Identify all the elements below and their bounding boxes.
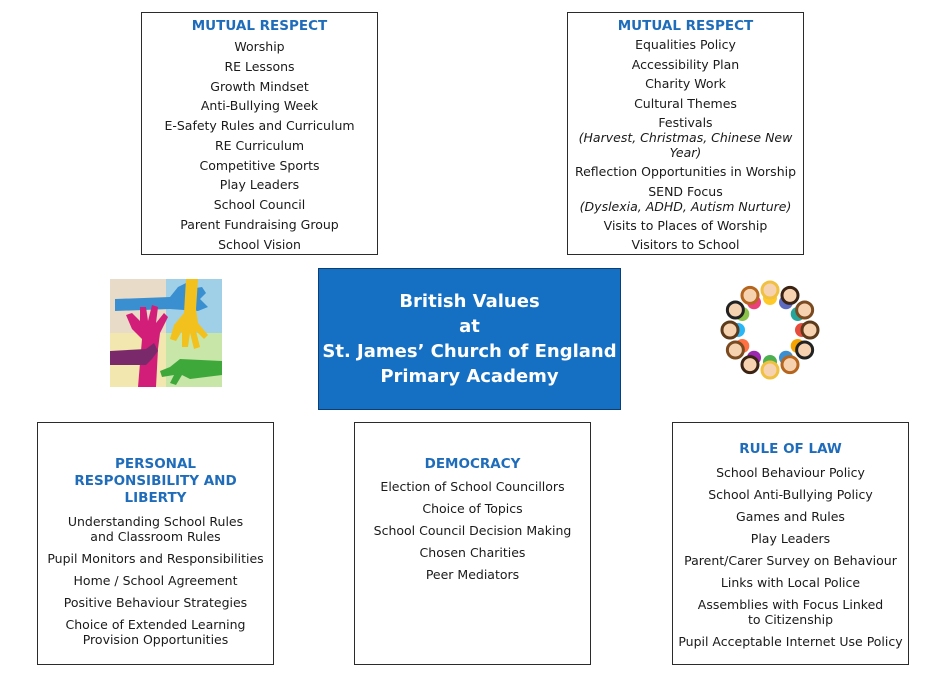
item-list [673, 461, 908, 652]
child-head [797, 302, 813, 318]
list-item: Parent Fundraising Group [180, 216, 339, 232]
list-item: Accessibility Plan [631, 56, 740, 72]
list-item-festivals [568, 113, 803, 162]
child-head [782, 287, 798, 303]
child-head [742, 357, 758, 373]
title-line: St. James’ Church of England [322, 341, 617, 362]
main-title [322, 289, 616, 389]
item-list [38, 511, 273, 651]
list-item: Choice of Topics [422, 501, 523, 516]
mutual-respect-box-right [567, 12, 804, 255]
list-item: Positive Behaviour Strategies [63, 595, 248, 610]
hands-collage-icon [110, 279, 222, 387]
item-list [568, 35, 803, 255]
list-item: Pupil Acceptable Internet Use Policy [678, 633, 903, 649]
list-item: Assemblies with Focus Linked to Citizenship [697, 596, 884, 627]
list-item-send [568, 182, 803, 216]
child-head [782, 357, 798, 373]
list-item: Visits to Places of Worship [603, 217, 768, 233]
list-item: E-Safety Rules and Curriculum [164, 118, 355, 133]
list-item: Election of School Councillors [380, 479, 565, 494]
child-head [797, 342, 813, 358]
child-head [727, 302, 743, 318]
title-line: at [459, 316, 480, 337]
list-item: RE Curriculum [214, 137, 305, 153]
box-title: DEMOCRACY [424, 456, 521, 472]
list-item: Anti-Bullying Week [200, 98, 319, 114]
item-label: SEND Focus [648, 183, 723, 199]
list-item: Pupil Monitors and Responsibilities [47, 551, 264, 566]
rule-of-law-box [672, 422, 909, 665]
box-title: MUTUAL RESPECT [617, 18, 754, 34]
democracy-box [354, 422, 591, 665]
child-head [762, 282, 778, 298]
list-item: Play Leaders [750, 530, 831, 546]
list-item: RE Lessons [224, 58, 295, 74]
personal-responsibility-box [37, 422, 274, 665]
child-head [802, 322, 818, 338]
item-note: (Harvest, Christmas, Chinese New Year) [578, 130, 793, 160]
item-note: (Dyslexia, ADHD, Autism Nurture) [579, 198, 792, 214]
child-head [727, 342, 743, 358]
list-item: Visitors to School [631, 237, 740, 252]
child-head [762, 362, 778, 378]
list-item: School Council [213, 197, 306, 212]
list-item: Cultural Themes [634, 95, 737, 111]
list-item: Games and Rules [736, 508, 845, 524]
list-item: Growth Mindset [210, 78, 309, 94]
box-title-text: PERSONAL RESPONSIBILITY AND LIBERTY [74, 456, 237, 506]
main-title-box [318, 268, 621, 410]
list-item: Understanding School Rules and Classroom Rules [67, 514, 244, 544]
list-item: Choice of Extended Learning Provision Opportunities [65, 617, 246, 647]
list-item: School Behaviour Policy [716, 464, 865, 480]
list-item: Play Leaders [219, 177, 300, 193]
list-item: Parent/Carer Survey on Behaviour [684, 552, 897, 568]
box-title: RULE OF LAW [739, 441, 842, 457]
list-item: Equalities Policy [635, 37, 736, 52]
list-item: Competitive Sports [199, 157, 320, 173]
box-title: MUTUAL RESPECT [191, 18, 328, 34]
list-item: Links with Local Police [720, 574, 861, 590]
list-item: Chosen Charities [419, 545, 526, 560]
title-line: British Values [399, 291, 540, 312]
list-item: Home / School Agreement [73, 573, 238, 588]
title-line: Primary Academy [380, 366, 559, 387]
list-item: Reflection Opportunities in Worship [574, 164, 797, 179]
list-item: Charity Work [645, 76, 726, 91]
list-item: Worship [234, 39, 285, 54]
child-head [722, 322, 738, 338]
box-title [38, 456, 273, 507]
list-item: School Vision [218, 236, 301, 252]
list-item: School Council Decision Making [373, 523, 572, 538]
list-item: School Anti-Bullying Policy [708, 486, 873, 502]
child-head [742, 287, 758, 303]
list-item: Peer Mediators [425, 567, 520, 582]
mutual-respect-box-left [141, 12, 378, 255]
children-circle-icon [714, 276, 826, 384]
item-list [142, 37, 377, 254]
item-label: Festivals [658, 115, 713, 130]
item-list [355, 476, 590, 586]
